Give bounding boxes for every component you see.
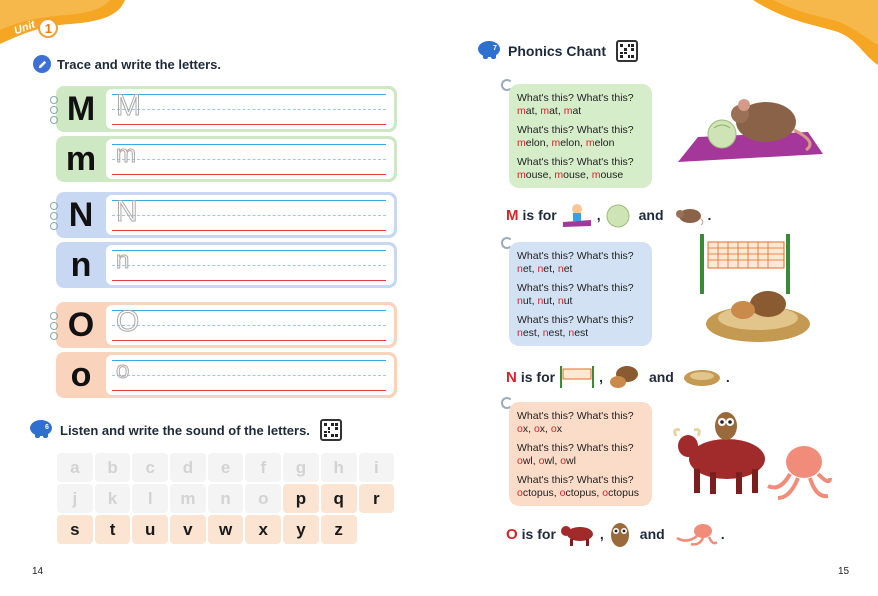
chant-line: What's this? What's this? nest, nest, nest (517, 314, 634, 339)
and-text: and (648, 369, 674, 385)
trace-heading (33, 55, 221, 73)
chant-line: What's this? What's this? nut, nut, nut (517, 282, 634, 307)
audio-track-icon[interactable] (28, 419, 54, 441)
trace-row-N (56, 192, 397, 238)
puzzle-piece[interactable]: t (94, 514, 132, 545)
puzzle-piece[interactable]: c (131, 452, 169, 483)
writing-lines[interactable] (106, 195, 394, 235)
ghost-letter: n (116, 247, 130, 274)
puzzle-piece[interactable]: q (320, 483, 358, 514)
comma: , (599, 369, 603, 385)
puzzle-row (56, 483, 395, 514)
puzzle-piece[interactable]: s (56, 514, 94, 545)
track-number: 6 (45, 424, 49, 431)
qr-code-icon[interactable] (616, 40, 638, 62)
ghost-letter: O (116, 305, 140, 338)
and-text: and (638, 207, 664, 223)
o-is-for-line (506, 520, 725, 548)
nest-icon (682, 366, 722, 388)
phonics-chant-title: Phonics Chant (508, 43, 607, 59)
for-text: is for (520, 369, 556, 385)
chant-line: What's this? What's this? net, net, net (517, 250, 634, 275)
writing-lines[interactable] (106, 139, 394, 179)
chant-line: What's this? What's this? melon, melon, melon (517, 124, 634, 149)
period: . (720, 526, 725, 542)
chant-box-o (509, 402, 652, 506)
trace-row-m (56, 136, 397, 182)
ox-owl-octopus-illustration (672, 404, 832, 504)
page-number-right: 15 (838, 566, 850, 577)
trace-letter: o (70, 355, 92, 394)
owl-icon (608, 520, 632, 548)
comma: , (599, 526, 604, 542)
audio-track-icon[interactable] (476, 40, 502, 62)
puzzle-piece[interactable]: p (282, 483, 320, 514)
listen-heading-text: Listen and write the sound of the letters. (60, 422, 310, 438)
puzzle-piece[interactable]: y (282, 514, 320, 545)
unit-badge (14, 18, 58, 38)
puzzle-piece[interactable]: r (358, 483, 396, 514)
puzzle-piece[interactable]: h (320, 452, 358, 483)
puzzle-piece[interactable]: w (207, 514, 245, 545)
unit-number: 1 (38, 18, 58, 38)
puzzle-piece[interactable]: a (56, 452, 94, 483)
mat-melon-mouse-illustration (678, 92, 828, 170)
m-is-for-line (506, 202, 711, 228)
chant-line: What's this? What's this? mouse, mouse, mouse (517, 156, 634, 181)
period: . (707, 207, 712, 223)
puzzle-piece[interactable]: d (169, 452, 207, 483)
chant-line: What's this? What's this? owl, owl, owl (517, 442, 634, 467)
puzzle-piece[interactable]: e (207, 452, 245, 483)
ghost-letter: M (116, 89, 141, 122)
comma: , (596, 207, 601, 223)
unit-label: Unit (12, 18, 37, 38)
letter-puzzle (56, 452, 395, 545)
trace-row-M (56, 86, 397, 132)
writing-lines[interactable] (106, 305, 394, 345)
ghost-letter: N (116, 195, 138, 228)
nut-icon (607, 364, 641, 390)
puzzle-piece[interactable]: f (244, 452, 282, 483)
mat-icon (561, 202, 593, 228)
ox-icon (560, 521, 596, 547)
puzzle-piece[interactable]: i (358, 452, 396, 483)
puzzle-row (56, 452, 395, 483)
trace-letter: M (66, 89, 96, 128)
net-icon (559, 364, 595, 390)
melon-icon (605, 202, 631, 228)
ghost-letter: o (116, 357, 130, 384)
chant-box-n (509, 242, 652, 346)
trace-row-o (56, 352, 397, 398)
puzzle-piece[interactable]: z (320, 514, 358, 545)
pencil-icon (33, 55, 51, 73)
puzzle-piece[interactable]: o (244, 483, 282, 514)
net-nut-nest-illustration (698, 234, 818, 348)
octopus-icon (673, 522, 717, 546)
puzzle-piece[interactable]: x (244, 514, 282, 545)
trace-letter: N (68, 195, 94, 234)
for-letter: O (506, 525, 518, 543)
puzzle-piece[interactable]: j (56, 483, 94, 514)
track-number: 7 (493, 45, 497, 52)
for-letter: M (506, 206, 519, 224)
for-letter: N (506, 368, 517, 386)
page-number-left: 14 (32, 566, 44, 577)
period: . (725, 369, 730, 385)
puzzle-piece[interactable]: u (131, 514, 169, 545)
writing-lines[interactable] (106, 245, 394, 285)
puzzle-piece[interactable]: g (282, 452, 320, 483)
qr-code-icon[interactable] (320, 419, 342, 441)
chant-line: What's this? What's this? mat, mat, mat (517, 92, 634, 117)
corner-decoration-right (753, 0, 878, 65)
for-text: is for (522, 207, 557, 223)
trace-heading-text: Trace and write the letters. (57, 56, 222, 72)
n-is-for-line (506, 364, 730, 390)
puzzle-piece[interactable]: m (169, 483, 207, 514)
chant-line: What's this? What's this? octopus, octopus, octopus (517, 474, 640, 499)
chant-line: What's this? What's this? ox, ox, ox (517, 410, 634, 435)
mouse-icon (672, 204, 704, 226)
puzzle-piece[interactable]: l (131, 483, 169, 514)
trace-row-n (56, 242, 397, 288)
for-text: is for (521, 526, 556, 542)
listen-heading (28, 419, 342, 441)
ghost-letter: m (116, 141, 136, 168)
puzzle-piece[interactable]: v (169, 514, 207, 545)
and-text: and (639, 526, 665, 542)
writing-lines[interactable] (106, 355, 394, 395)
trace-letter: n (70, 245, 92, 284)
trace-letter: O (67, 305, 95, 344)
trace-letter: m (65, 139, 97, 178)
chant-box-m (509, 84, 652, 188)
writing-lines[interactable] (106, 89, 394, 129)
puzzle-piece[interactable]: n (207, 483, 245, 514)
trace-row-O (56, 302, 397, 348)
phonics-chant-heading (476, 40, 638, 62)
puzzle-row (56, 514, 395, 545)
puzzle-piece[interactable]: b (94, 452, 132, 483)
puzzle-piece[interactable]: k (94, 483, 132, 514)
